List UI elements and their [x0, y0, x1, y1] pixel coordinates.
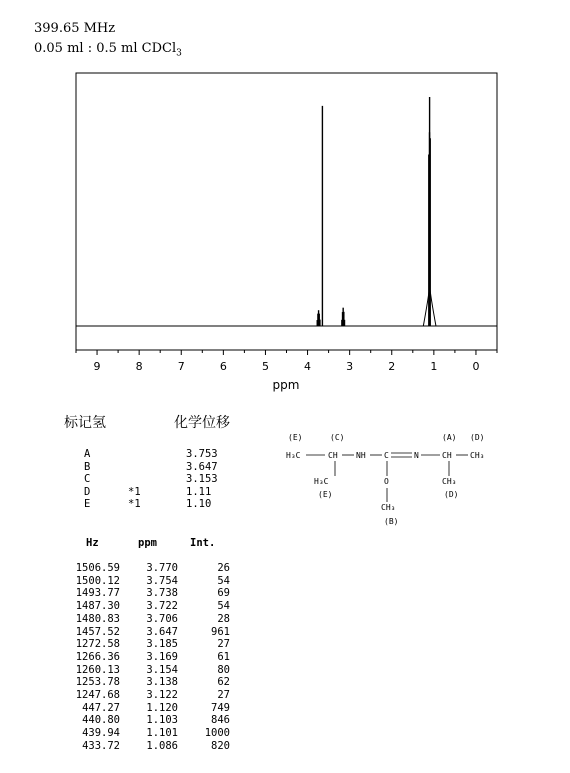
x-axis-ticks: [76, 350, 497, 355]
x-tick-label: 8: [135, 360, 143, 373]
spectrometer-frequency: 399.65 MHz: [34, 21, 116, 36]
atom-ch-left: CH: [328, 451, 338, 460]
peak-hz: 1457.52: [75, 625, 120, 638]
peak-hz: 1260.13: [75, 663, 120, 676]
peak-ppm: 3.770: [146, 562, 178, 574]
assignment-shift: 1.10: [186, 498, 212, 511]
peak-ppm: 3.738: [146, 587, 178, 600]
peak-ppm: 1.120: [146, 701, 178, 714]
label-c-top: (C): [330, 433, 345, 442]
peak-hz: 1493.77: [75, 587, 120, 600]
peak-intensity: 749: [211, 701, 230, 714]
peak-intensity: 80: [217, 663, 230, 676]
assignment-shift: 1.11: [186, 485, 212, 498]
x-tick-label: 9: [93, 360, 101, 373]
atom-o: O: [384, 477, 389, 486]
peak-ppm: 3.138: [146, 676, 178, 689]
assignment-label: A: [84, 448, 91, 460]
peak-intensity: 69: [217, 587, 230, 600]
x-tick-label: 7: [177, 360, 185, 373]
assignment-header-shift: 化学位移: [174, 415, 230, 431]
peak-ppm: 1.103: [146, 714, 178, 727]
label-e-top: (E): [288, 433, 303, 442]
assignment-shift: 3.753: [186, 448, 218, 460]
plot-frame: [76, 73, 497, 350]
peak-intensity: 28: [217, 612, 230, 625]
peak-ppm: 3.647: [146, 625, 178, 638]
peak-ppm: 3.722: [146, 600, 178, 613]
assignment-header-label: 标记氢: [64, 415, 106, 431]
peak-intensity: 846: [211, 714, 230, 727]
x-axis-label: ppm: [272, 378, 300, 392]
assignment-shift: 3.153: [186, 473, 218, 486]
label-b-bottom: (B): [384, 517, 399, 526]
peak-intensity: 62: [217, 676, 230, 689]
peak-hz: 433.72: [82, 739, 120, 752]
peak-hz: 1253.78: [75, 676, 120, 689]
sample-text: 0.05 ml : 0.5 ml CDCl: [34, 41, 177, 56]
label-d-top: (D): [470, 433, 485, 442]
peak-ppm: 3.706: [146, 612, 178, 625]
atom-ch3-right: CH₃: [470, 451, 485, 460]
peak-table-header-int: Int.: [190, 537, 216, 549]
peak-intensity: 26: [217, 562, 230, 574]
x-tick-label: 4: [304, 360, 312, 373]
peak-ppm: 1.101: [146, 727, 178, 740]
assignment-label: B: [84, 460, 91, 473]
peak-ppm: 3.185: [146, 638, 178, 651]
peak-intensity: 1000: [204, 727, 230, 740]
peak-hz: 1272.58: [75, 638, 120, 651]
label-a-top: (A): [442, 433, 457, 442]
peak-intensity: 54: [217, 600, 230, 613]
peak-intensity: 27: [217, 689, 230, 701]
x-tick-label: 2: [388, 360, 396, 373]
atom-n: N: [414, 451, 419, 460]
peak-hz: 447.27: [82, 701, 120, 714]
x-tick-label: 0: [472, 360, 480, 373]
peak-hz: 1487.30: [75, 600, 120, 613]
atom-ch3-below-o: CH₃: [381, 503, 396, 512]
atom-c-center: C: [384, 451, 389, 460]
atom-nh: NH: [356, 451, 366, 460]
sample-subscript: 3: [176, 48, 182, 59]
peak-ppm: 3.754: [146, 574, 178, 587]
peak-hz: 439.94: [82, 727, 120, 740]
assignment-shift: 3.647: [186, 460, 218, 473]
assignment-label: D: [84, 485, 91, 498]
assignment-note: *1: [128, 485, 141, 498]
peak-intensity: 27: [217, 638, 230, 651]
atom-h3c-below: H₃C: [314, 477, 329, 486]
label-e-bottom: (E): [318, 490, 333, 499]
x-tick-label: 1: [430, 360, 438, 373]
peak-hz: 1266.36: [75, 650, 120, 663]
peak-table-header-ppm: ppm: [138, 537, 157, 549]
x-tick-label: 6: [219, 360, 227, 373]
label-d-bottom: (D): [444, 490, 459, 499]
atom-ch3-below-right: CH₃: [442, 477, 457, 486]
atom-ch-right: CH: [442, 451, 452, 460]
atom-h3c-left: H₃C: [286, 451, 301, 460]
x-axis-tick-labels: [94, 360, 480, 373]
x-tick-label: 5: [261, 360, 269, 373]
peak-table-header-hz: Hz: [86, 537, 99, 549]
assignment-label: E: [84, 498, 91, 511]
assignment-note: *1: [128, 498, 141, 511]
assignment-label: C: [84, 473, 91, 486]
peak-intensity: 820: [211, 739, 230, 752]
spectrum-peaks: [317, 97, 436, 326]
chemical-structure: [280, 430, 510, 530]
peak-intensity: 961: [211, 625, 230, 638]
x-tick-label: 3: [346, 360, 354, 373]
peak-hz: 1506.59: [75, 562, 120, 574]
peak-intensity: 61: [217, 650, 230, 663]
peak-ppm: 3.169: [146, 650, 178, 663]
peak-intensity: 54: [217, 574, 230, 587]
peak-hz: 1500.12: [75, 574, 120, 587]
peak-hz: 440.80: [82, 714, 120, 727]
peak-hz: 1480.83: [75, 612, 120, 625]
peak-ppm: 3.122: [146, 689, 178, 701]
peak-ppm: 3.154: [146, 663, 178, 676]
peak-ppm: 1.086: [146, 739, 178, 752]
peak-hz: 1247.68: [75, 689, 120, 701]
